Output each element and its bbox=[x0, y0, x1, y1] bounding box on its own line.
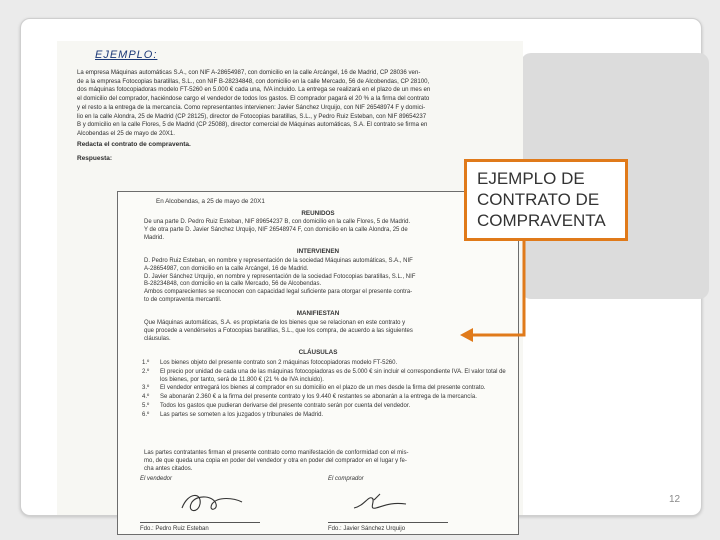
reunidos-line: Y de otra parte D. Javier Sánchez Urquijo, NIF 26548974 F, con domicilio en la calle Alondra, 25 de bbox=[144, 226, 408, 233]
intervienen-line: to de compraventa mercantil. bbox=[144, 296, 222, 303]
intro-line: lio en la calle Alondra, 25 de Madrid (CP 28125), director de Fotocopias baratillas, S.L., y Pedro Ruiz Esteban, con NIF 89654237 bbox=[77, 112, 427, 120]
clause-text: Se abonarán 2.360 € a la firma del presente contrato y los 9.440 € restantes se abonarán a la entrega de la mercancía. bbox=[160, 394, 477, 401]
manifiestan-line: Que Máquinas automáticas, S.A. es propietaria de los bienes que se relacionan en este contrato y bbox=[144, 320, 406, 326]
closing-line: mo, de que queda una copia en poder del vendedor y otra en poder del comprador en el lugar y fe- bbox=[144, 457, 407, 464]
intervienen-line: B-28234848, con domicilio en la calle Mercado, 56 de Alcobendas. bbox=[144, 281, 322, 288]
clause-number: 6.º bbox=[142, 411, 150, 418]
seller-sign-name: Fdo.: Pedro Ruiz Esteban bbox=[140, 526, 209, 532]
buyer-label: El comprador bbox=[328, 476, 364, 482]
intervienen-line: D. Pedro Ruiz Esteban, en nombre y representación de la sociedad Máquinas automáticas, S.A., NIF bbox=[144, 258, 413, 264]
answer-label: Respuesta: bbox=[77, 155, 113, 162]
seller-label: El vendedor bbox=[140, 476, 173, 482]
clausulas-heading: CLÁUSULAS bbox=[298, 349, 338, 356]
manifiestan-line: que procede a vendérselos a Fotocopias baratillas, S.L., que los compra, de acuerdo a las siguientes bbox=[144, 327, 413, 334]
intervienen-line: D. Javier Sánchez Urquijo, en nombre y representación de la sociedad Fotocopias baratillas, S.L., NIF bbox=[144, 273, 416, 280]
clause-number: 3.º bbox=[142, 385, 150, 392]
intro-line: el domicilio del comprador, haciéndose cargo el vendedor de todos los gastos. El comprador pagará el 20 % a la firma del contrato bbox=[77, 95, 430, 103]
callout-line: EJEMPLO DE bbox=[477, 169, 585, 188]
clause-text: El precio por unidad de cada una de las máquinas fotocopiadoras es de 5.000 € sin incluir el correspondiente IVA. El valor total de los bienes, por tanto, será de 11.800 € (21 % de IVA incluido). bbox=[160, 368, 506, 383]
clause-text: Las partes se someten a los juzgados y tribunales de Madrid. bbox=[160, 411, 324, 418]
intervienen-line: A-28654987, con domicilio en la calle Arcángel, 16 de Madrid. bbox=[144, 265, 309, 272]
clause-number: 4.º bbox=[142, 394, 150, 401]
closing-line: cha antes citados. bbox=[144, 465, 193, 472]
page-number: 12 bbox=[669, 494, 681, 505]
reunidos-line: Madrid. bbox=[144, 234, 165, 241]
intro-line: La empresa Máquinas automáticas S.A., con NIF A-28654987, con domicilio en la calle Arcángel, 16 de Madrid, CP 28036 ven- bbox=[77, 69, 421, 76]
clause-number: 1.º bbox=[142, 360, 150, 366]
clause-number: 5.º bbox=[142, 402, 150, 409]
intro-line: Alcobendas el 25 de mayo de 20X1. bbox=[77, 129, 175, 137]
clause-text: Todos los gastos que pudieran derivarse del presente contrato serán por cuenta del vendedor. bbox=[160, 402, 411, 409]
contract-date: En Alcobendas, a 25 de mayo de 20X1 bbox=[156, 198, 265, 205]
closing-line: Las partes contratantes firman el presente contrato como manifestación de conformidad con el mis- bbox=[144, 450, 409, 456]
task-label: Redacta el contrato de compraventa. bbox=[77, 141, 191, 148]
intervienen-line: Ambos comparecientes se reconocen con capacidad legal suficiente para otorgar el presente contra- bbox=[144, 289, 413, 296]
intro-line: y el resto a la entrega de la mercancía. Como representantes intervienen: Javier Sánchez Urquijo, con NIF 26548974 F y domici- bbox=[77, 103, 426, 111]
arrow-line bbox=[472, 241, 524, 335]
manifiestan-heading: MANIFIESTAN bbox=[296, 310, 340, 317]
intro-line: dos máquinas fotocopiadoras modelo FT-5260 en 5.000 € cada una, IVA incluido. La entrega se realizará en el plazo de un mes en bbox=[77, 86, 431, 94]
clause-text: Los bienes objeto del presente contrato son 2 máquinas fotocopiadoras modelo FT-5260. bbox=[160, 360, 398, 366]
intro-line: B y domicilio en la calle Flores, 5 de Madrid (CP 25088), director comercial de Máquinas automáticas, S.A. El contrato se firma en bbox=[77, 121, 428, 129]
callout-line: CONTRATO DE bbox=[477, 190, 600, 209]
buyer-sign-name: Fdo.: Javier Sánchez Urquijo bbox=[328, 526, 406, 532]
manifiestan-line: cláusulas. bbox=[144, 335, 171, 342]
intro-line: de a la empresa Fotocopias baratillas, S.L., con NIF B-28234848, con domicilio en la calle Mercado, 56 de Alcobendas, CP 28100, bbox=[77, 77, 430, 85]
intervienen-heading: INTERVIENEN bbox=[296, 248, 340, 255]
reunidos-line: De una parte D. Pedro Ruiz Esteban, NIF 89654237 B, con domicilio en la calle Flores, 5 de Madrid. bbox=[144, 219, 411, 225]
arrow-head bbox=[460, 328, 473, 342]
clause-text: El vendedor entregará los bienes al comprador en su domicilio en el plazo de un mes desde la firma del presente contrato. bbox=[160, 385, 486, 392]
scan-heading: EJEMPLO: bbox=[95, 49, 158, 61]
callout-line: COMPRAVENTA bbox=[477, 211, 606, 230]
clause-number: 2.º bbox=[142, 368, 150, 375]
reunidos-heading: REUNIDOS bbox=[301, 210, 335, 217]
